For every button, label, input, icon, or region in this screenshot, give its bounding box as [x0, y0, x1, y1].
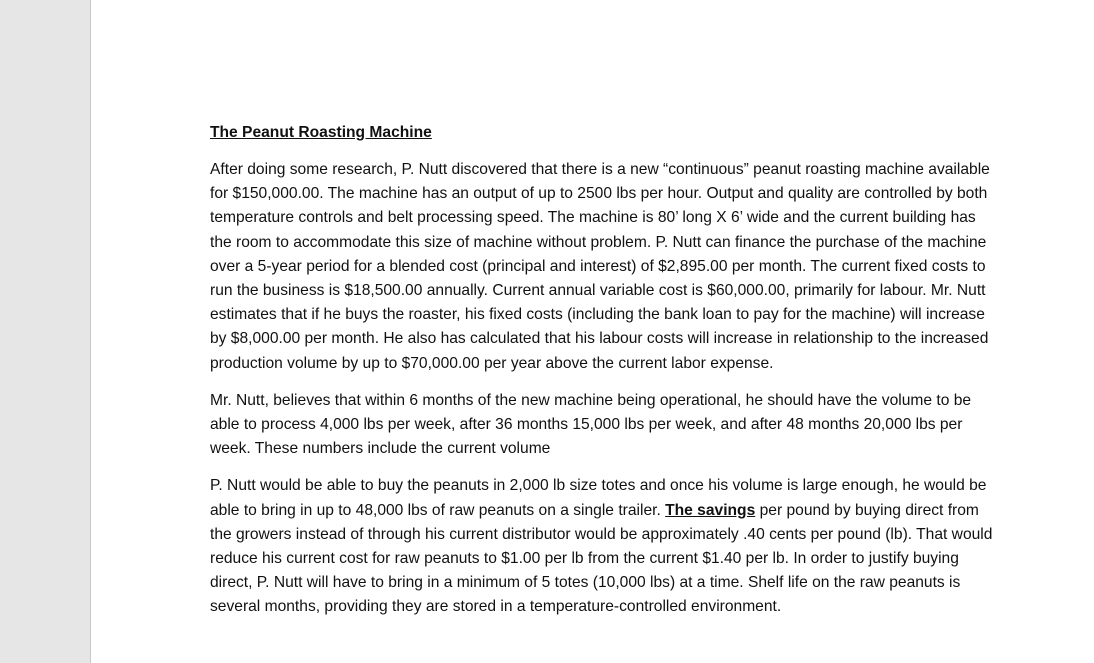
paragraph-volume-forecast: Mr. Nutt, believes that within 6 months of the new machine being operational, he should have the volume to be able to process 4,000 lbs per week, after 36 months 15,000 lbs per week, and after 48 months 20,000 lbs per week. These numbers include the current volume [210, 391, 972, 458]
document-body[interactable] [210, 121, 1000, 633]
document-page[interactable] [91, 0, 1094, 663]
left-gutter [0, 0, 90, 663]
paragraph-peanut-purchasing [210, 474, 1000, 619]
paragraph-peanut-purchasing-lead: P. Nutt would be able to buy the peanuts in 2,000 lb size totes and once his volume is large enough, he would be able to bring in up to 48,000 lbs of raw peanuts on a single trailer. [210, 477, 987, 519]
document-heading: The Peanut Roasting Machine [210, 124, 432, 141]
emphasis-the-savings: The savings [665, 501, 756, 519]
paragraph-peanut-purchasing-rest: per pound by buying direct from the growers instead of through his current distributor would be approximately .40 cents per pound (lb). That would reduce his current cost for raw peanuts to $1.00 per lb from the current $1.40 per lb. In order to justify buying direct, P. Nutt will have to bring in a minimum of 5 totes (10,000 lbs) at a time. Shelf life on the raw peanuts is several months, providing they are stored in a temperature-controlled environment. [210, 501, 993, 616]
paragraph-machine-details: After doing some research, P. Nutt discovered that there is a new “continuous” peanut roasting machine available for $150,000.00. The machine has an output of up to 2500 lbs per hour. Output and quality are controlled by both temperature controls and belt processing speed. The machine is 80’ long X 6’ wide and the current building has the room to accommodate this size of machine without problem. P. Nutt can finance the purchase of the machine over a 5-year period for a blended cost (principal and interest) of $2,895.00 per month. The current fixed costs to run the business is $18,500.00 annually. Current annual variable cost is $60,000.00, primarily for labour. Mr. Nutt estimates that if he buys the roaster, his fixed costs (including the bank loan to pay for the machine) will increase by $8,000.00 per month. He also has calculated that his labour costs will increase in relationship to the increased production volume by up to $70,000.00 per year above the current labor expense. [210, 161, 990, 372]
